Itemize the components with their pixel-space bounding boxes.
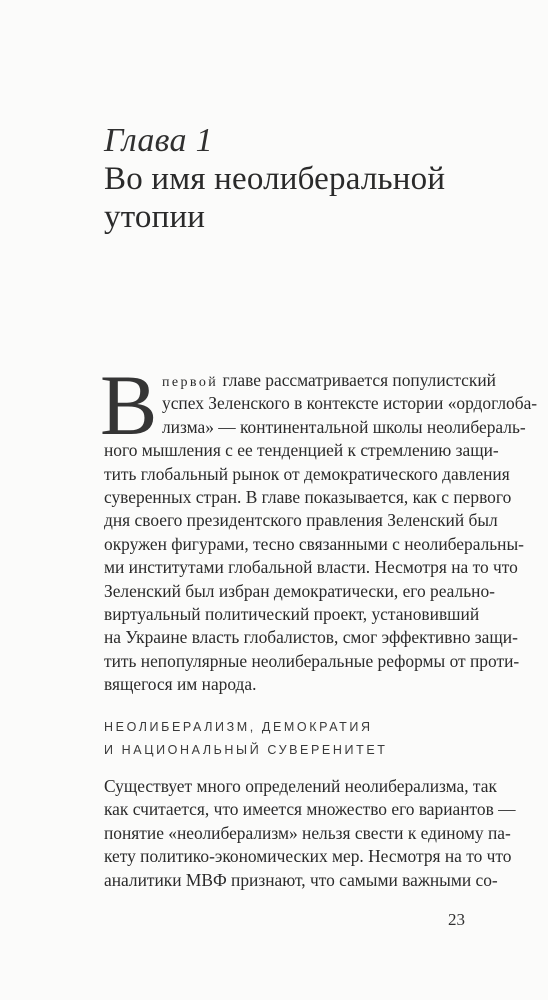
chapter-title-line: утопии: [104, 199, 206, 235]
paragraph-line: на Украине власть глобалистов, смог эффективно защи-: [104, 627, 518, 648]
chapter-title: [104, 160, 524, 236]
paragraph-line: понятие «неолиберализм» нельзя свести к единому па-: [104, 822, 511, 843]
paragraph-line: тить глобальный рынок от демократического давления: [104, 463, 510, 484]
paragraph-line: лизма» — континентальной школы неолибераль-: [162, 416, 526, 437]
paragraph-line: успех Зеленского в контексте истории «ордоглоба-: [162, 393, 538, 414]
section-heading-line: И НАЦИОНАЛЬНЫЙ СУВЕРЕНИТЕТ: [104, 743, 388, 757]
section-paragraph: [104, 775, 516, 892]
paragraph-line: суверенных стран. В главе показывается, как с первого: [104, 486, 512, 507]
chapter-title-line: Во имя неолиберальной: [104, 161, 446, 197]
paragraph-line: тить непопулярные неолиберальные реформы от проти-: [104, 650, 520, 671]
section-heading-line: НЕОЛИБЕРАЛИЗМ, ДЕМОКРАТИЯ: [104, 720, 373, 734]
section-heading: [104, 716, 470, 762]
paragraph-line: ми институтами глобальной власти. Несмотря на то что: [104, 557, 518, 578]
paragraph-line: ного мышления с ее тенденцией к стремлению защи-: [104, 440, 499, 461]
intro-paragraph: [104, 369, 538, 696]
paragraph-line: [104, 369, 496, 392]
paragraph-line: аналитики МВФ признают, что самыми важными со-: [104, 869, 498, 890]
page-number: 23: [448, 910, 465, 929]
paragraph-line-rest: главе рассматривается популистский: [218, 370, 496, 390]
first-word-smallcaps: первой: [162, 375, 219, 390]
chapter-label: Глава 1: [104, 122, 213, 159]
paragraph-line: кету политико-экономических мер. Несмотря на то что: [104, 846, 512, 867]
paragraph-line: дня своего президентского правления Зеленский был: [104, 510, 498, 531]
paragraph-line: Существует много определений неолиберализма, так: [104, 776, 497, 796]
drop-cap: В: [100, 357, 158, 453]
paragraph-line: как считается, что имеется множество его вариантов —: [104, 799, 516, 820]
paragraph-line: окружен фигурами, тесно связанными с неолиберальны-: [104, 533, 524, 554]
paragraph-line: Зеленский был избран демократически, его реально-: [104, 580, 495, 601]
paragraph-line: вящегося им народа.: [104, 674, 257, 695]
paragraph-line: виртуальный политический проект, установивший: [104, 603, 480, 624]
